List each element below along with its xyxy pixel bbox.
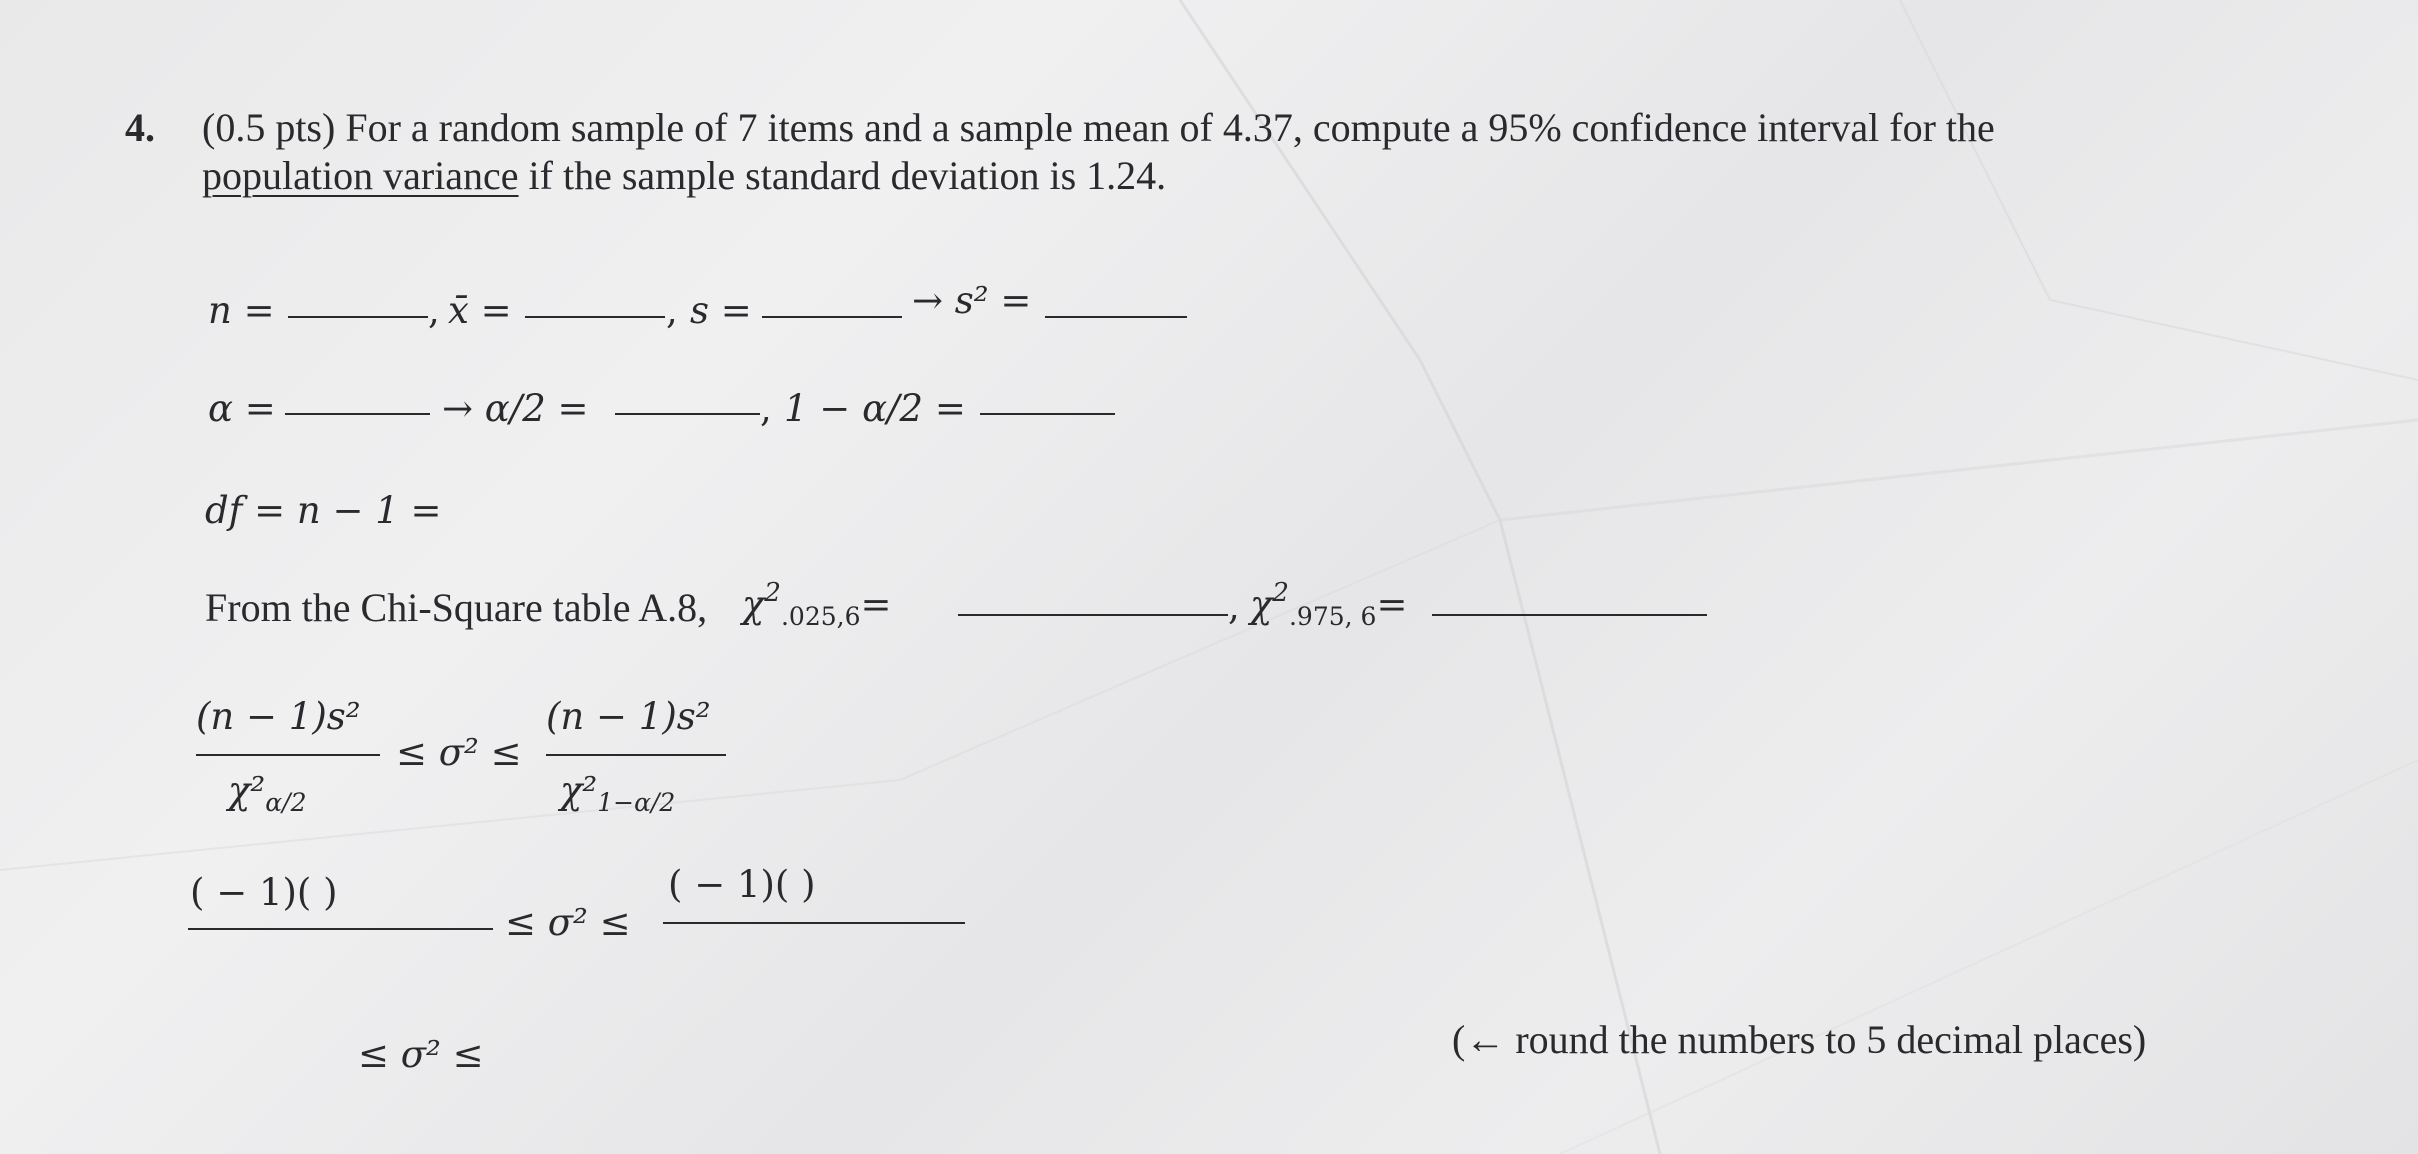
question-line-2	[202, 153, 1167, 198]
question-line-2-rest: if the sample standard deviation is 1.24.	[518, 153, 1167, 198]
population-variance-underlined: population variance	[202, 153, 519, 198]
s-blank[interactable]	[762, 316, 902, 318]
alpha-blank[interactable]	[285, 413, 430, 415]
one-minus-alpha-half-blank[interactable]	[980, 413, 1115, 415]
substitution-left-numerator: ( − 1)( )	[190, 871, 338, 914]
xbar-blank[interactable]	[525, 316, 665, 318]
alpha-half-label: → α/2 =	[442, 387, 589, 430]
n-label: n =	[208, 289, 275, 332]
formula-left-numerator: (n − 1)s²	[196, 695, 361, 738]
s-label: s =	[690, 289, 752, 332]
s-squared-label: → s² =	[912, 279, 1032, 322]
chi-975-blank[interactable]	[1432, 614, 1707, 616]
question-number: 4.	[125, 105, 155, 150]
n-blank[interactable]	[288, 316, 428, 318]
comma-4: ,	[1228, 585, 1240, 628]
formula-left-fraction-bar	[196, 754, 380, 756]
chi-square-table-text: From the Chi-Square table A.8,	[205, 585, 708, 630]
alpha-half-blank[interactable]	[615, 413, 760, 415]
substitution-middle-inequality: ≤ σ² ≤	[505, 901, 631, 944]
substitution-right-numerator: ( − 1)( )	[668, 863, 816, 906]
final-inequality: ≤ σ² ≤	[358, 1033, 484, 1076]
substitution-left-fraction-bar[interactable]	[188, 928, 493, 930]
one-minus-alpha-half-label: 1 − α/2 =	[784, 387, 966, 430]
rounding-note: (← round the numbers to 5 decimal places)	[1452, 1017, 2147, 1062]
comma-1: ,	[428, 289, 440, 332]
alpha-label: α =	[208, 387, 276, 430]
formula-left-denominator: $\chi^2_{\alpha/2}$	[228, 769, 307, 817]
formula-right-denominator: $\chi^2_{1-\alpha/2}$	[560, 769, 676, 817]
xbar-label: x̄ =	[448, 289, 512, 332]
formula-right-fraction-bar	[546, 754, 726, 756]
formula-right-numerator: (n − 1)s²	[546, 695, 711, 738]
chi-975-label: $\chi^2_{.975, 6}=$	[1250, 578, 1408, 631]
chi-025-label: $\chi^2_{.025,6}=$	[742, 578, 892, 631]
df-label: df = n − 1 =	[205, 489, 442, 532]
comma-3: ,	[760, 387, 772, 430]
formula-middle-inequality: ≤ σ² ≤	[396, 731, 522, 774]
question-line-1: (0.5 pts) For a random sample of 7 items and a sample mean of 4.37, compute a 95% confidence interval for the	[202, 105, 1995, 150]
substitution-right-fraction-bar[interactable]	[663, 922, 965, 924]
comma-2: ,	[666, 289, 678, 332]
chi-025-blank[interactable]	[958, 614, 1228, 616]
s-squared-blank[interactable]	[1045, 316, 1187, 318]
